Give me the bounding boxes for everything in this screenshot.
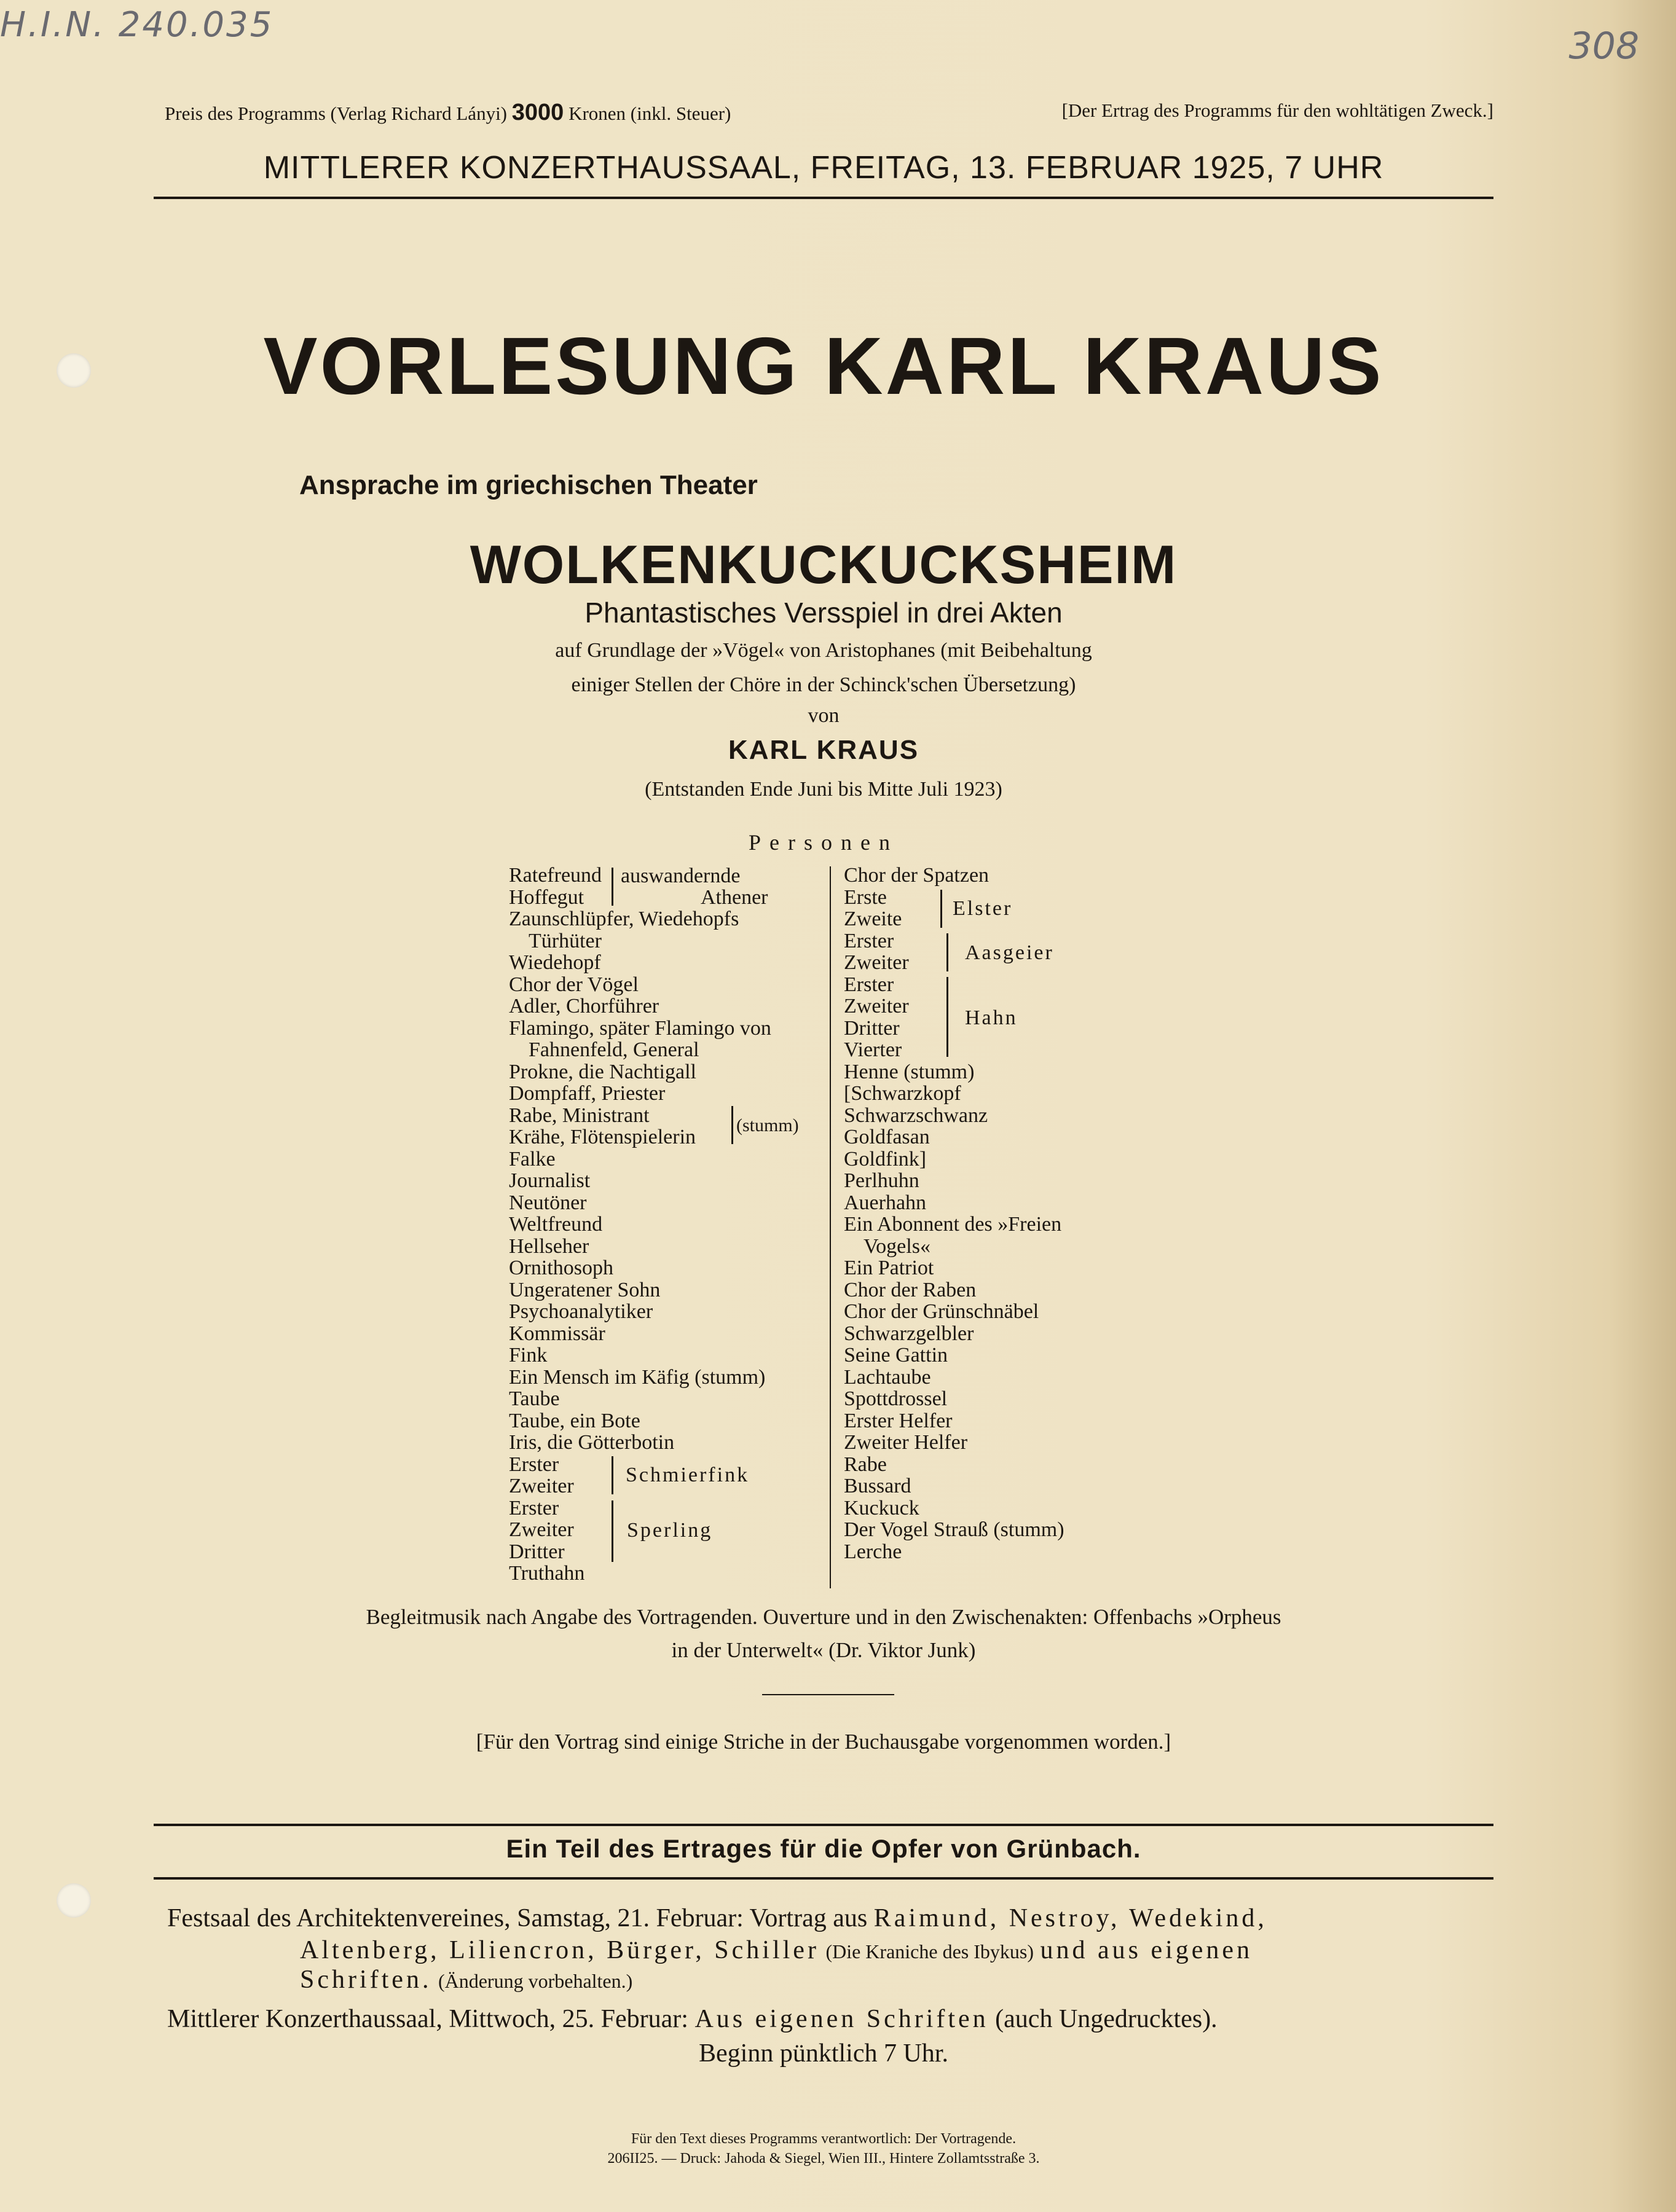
cast-item: Zweiter — [509, 1518, 574, 1541]
cast-item: Chor der Spatzen — [844, 864, 989, 887]
footer-printer: 206II25. — Druck: Jahoda & Siegel, Wien III., Hintere Zollamtsstraße 3. — [607, 2151, 1040, 2167]
group-label-hahn: Hahn — [965, 1006, 1018, 1029]
cast-item: Chor der Raben — [844, 1278, 977, 1301]
group-label-elster: Elster — [953, 897, 1013, 920]
cast-item: Erster — [509, 1496, 559, 1520]
created-note: (Entstanden Ende Juni bis Mitte Juli 1923) — [645, 778, 1002, 801]
event-1-line-3: Schriften. (Änderung vorbehalten.) — [300, 1966, 633, 1994]
cast-item: Ein Patriot — [844, 1257, 934, 1279]
cast-item: Erster — [844, 929, 894, 952]
play-genre: Phantastisches Versspiel in drei Akten — [584, 597, 1063, 629]
proceeds-rule-bottom — [154, 1877, 1493, 1880]
cast-item: Vogels« — [864, 1234, 930, 1258]
cast-item: Auerhahn — [844, 1191, 927, 1214]
archive-number: H.I.N. 240.035 — [0, 5, 274, 45]
cast-item: Spottdrossel — [844, 1387, 948, 1410]
cast-list-right — [844, 865, 1064, 1563]
price-amount: 3000 — [511, 100, 564, 125]
cast-item: Zaunschlüpfer, Wiedehopfs — [509, 908, 739, 930]
cast-item: Neutöner — [509, 1191, 587, 1214]
cast-item: Dritter — [509, 1540, 565, 1563]
cast-item: Psychoanalytiker — [509, 1300, 653, 1323]
cast-item: Henne (stumm) — [844, 1060, 975, 1083]
cast-item: Ungeratener Sohn — [509, 1278, 661, 1301]
cast-item: Erster — [844, 973, 894, 996]
address-line: Ansprache im griechischen Theater — [299, 470, 758, 500]
basis-line-2: einiger Stellen der Chöre in der Schinck'schen Übersetzung) — [571, 673, 1076, 696]
cast-item: Chor der Vögel — [509, 973, 639, 996]
cast-item: Fahnenfeld, General — [529, 1038, 699, 1061]
charity-note: [Der Ertrag des Programms für den wohltätigen Zweck.] — [1061, 100, 1493, 121]
cast-item: Zweiter — [509, 1475, 574, 1497]
proceeds-rule-top — [154, 1824, 1493, 1826]
cast-item: Truthahn — [509, 1562, 585, 1585]
cast-item: Zweite — [844, 908, 902, 930]
cast-item: Schwarzschwanz — [844, 1104, 988, 1127]
cast-item: Hellseher — [509, 1234, 589, 1258]
cast-item: Erste — [844, 885, 887, 909]
music-note-1: Begleitmusik nach Angabe des Vortragenden. Ouverture und in den Zwischenakten: Offenbachs »Orpheus — [366, 1605, 1281, 1629]
cast-item: Türhüter — [529, 929, 602, 952]
header-rule — [154, 197, 1493, 199]
page-number: 308 — [1568, 25, 1639, 68]
cast-item: Kuckuck — [844, 1496, 919, 1520]
cast-item: Erster — [509, 1453, 559, 1476]
brace — [612, 868, 613, 906]
footer-responsible: Für den Text dieses Programms verantwortlich: Der Vortragende. — [631, 2131, 1017, 2147]
cast-item: Schwarzgelbler — [844, 1322, 974, 1345]
event-1-line-1: Festsaal des Architektenvereines, Samstag, 21. Februar: Vortrag aus Raimund, Nestroy, Wedekind, — [167, 1904, 1267, 1932]
cast-item: Iris, die Götterbotin — [509, 1431, 675, 1454]
punch-hole — [57, 353, 91, 388]
group-label-athener: Athener — [701, 886, 768, 909]
cast-item: Chor der Grünschnäbel — [844, 1300, 1039, 1323]
cast-item: Lachtaube — [844, 1365, 931, 1389]
cast-item: Taube, ein Bote — [509, 1409, 640, 1432]
cast-item: Falke — [509, 1147, 556, 1171]
cast-item: Goldfasan — [844, 1126, 930, 1148]
column-separator — [830, 866, 831, 1588]
cast-item: Hoffegut — [509, 885, 584, 909]
brace — [731, 1106, 733, 1144]
cuts-note: [Für den Vortrag sind einige Striche in der Buchausgabe vorgenommen worden.] — [476, 1730, 1171, 1754]
cast-item: Ratefreund — [509, 864, 602, 887]
basis-line-1: auf Grundlage der »Vögel« von Aristophanes (mit Beibehaltung — [555, 639, 1092, 662]
cast-item: Ein Abonnent des »Freien — [844, 1213, 1062, 1236]
cast-item: Dompfaff, Priester — [509, 1082, 666, 1105]
brace — [946, 933, 948, 971]
brace — [940, 890, 942, 928]
cast-item: Taube — [509, 1387, 560, 1410]
cast-item: Wiedehopf — [509, 951, 601, 974]
event-1-line-2: Altenberg, Liliencron, Bürger, Schiller (Die Kraniche des Ibykus) und aus eigenen — [300, 1936, 1253, 1964]
play-title: WOLKENKUCKUCKSHEIM — [470, 534, 1178, 595]
brace — [612, 1456, 613, 1494]
personen-heading: Personen — [749, 830, 899, 855]
cast-item: Flamingo, später Flamingo von — [509, 1016, 771, 1040]
group-label-aasgeier: Aasgeier — [965, 941, 1054, 964]
cast-item: Rabe, Ministrant — [509, 1104, 650, 1127]
punch-hole — [57, 1883, 91, 1918]
group-label-sperling: Sperling — [627, 1519, 713, 1542]
cast-item: Rabe — [844, 1453, 887, 1476]
brace — [612, 1500, 613, 1562]
venue-line: MITTLERER KONZERTHAUSSAAL, FREITAG, 13. FEBRUAR 1925, 7 UHR — [263, 150, 1384, 186]
cast-item: Journalist — [509, 1169, 591, 1192]
cast-item: Dritter — [844, 1016, 900, 1040]
cast-item: Zweiter Helfer — [844, 1431, 968, 1454]
brace — [946, 977, 948, 1057]
cast-item: Erster Helfer — [844, 1409, 953, 1432]
cast-item: Seine Gattin — [844, 1344, 948, 1367]
group-label-stumm: (stumm) — [736, 1115, 799, 1135]
group-label-schmierfink: Schmierfink — [626, 1464, 750, 1486]
cast-item: Prokne, die Nachtigall — [509, 1060, 696, 1083]
cast-item: Zweiter — [844, 951, 909, 974]
short-divider — [762, 1694, 894, 1695]
cast-item: Ornithosoph — [509, 1257, 613, 1279]
event-2: Mittlerer Konzerthaussaal, Mittwoch, 25. Februar: Aus eigenen Schriften (auch Ungedrucktes). — [167, 2005, 1218, 2033]
page-title: VORLESUNG KARL KRAUS — [263, 321, 1384, 411]
group-label-auswandernde: auswandernde — [621, 865, 741, 887]
cast-item: Weltfreund — [509, 1213, 603, 1236]
music-note-2: in der Unterwelt« (Dr. Viktor Junk) — [671, 1638, 976, 1662]
cast-item: Adler, Chorführer — [509, 995, 659, 1018]
start-time-note: Beginn pünktlich 7 Uhr. — [699, 2039, 948, 2068]
cast-item: Der Vogel Strauß (stumm) — [844, 1518, 1064, 1541]
cast-item: Vierter — [844, 1038, 902, 1061]
cast-item: Bussard — [844, 1475, 911, 1497]
cast-item: Zweiter — [844, 995, 909, 1018]
cast-item: Fink — [509, 1344, 548, 1367]
author-name: KARL KRAUS — [728, 735, 919, 765]
cast-item: Ein Mensch im Käfig (stumm) — [509, 1365, 766, 1389]
von-label: von — [808, 704, 840, 727]
cast-item: Kommissär — [509, 1322, 605, 1345]
proceeds-note: Ein Teil des Ertrages für die Opfer von Grünbach. — [506, 1834, 1141, 1863]
cast-item: Krähe, Flötenspielerin — [509, 1126, 696, 1148]
cast-item: Goldfink] — [844, 1147, 927, 1171]
cast-item: Perlhuhn — [844, 1169, 919, 1192]
price-note: Preis des Programms (Verlag Richard Lányi) 3000 Kronen (inkl. Steuer) — [165, 100, 731, 125]
cast-item: [Schwarzkopf — [844, 1082, 961, 1105]
cast-item: Lerche — [844, 1540, 902, 1563]
